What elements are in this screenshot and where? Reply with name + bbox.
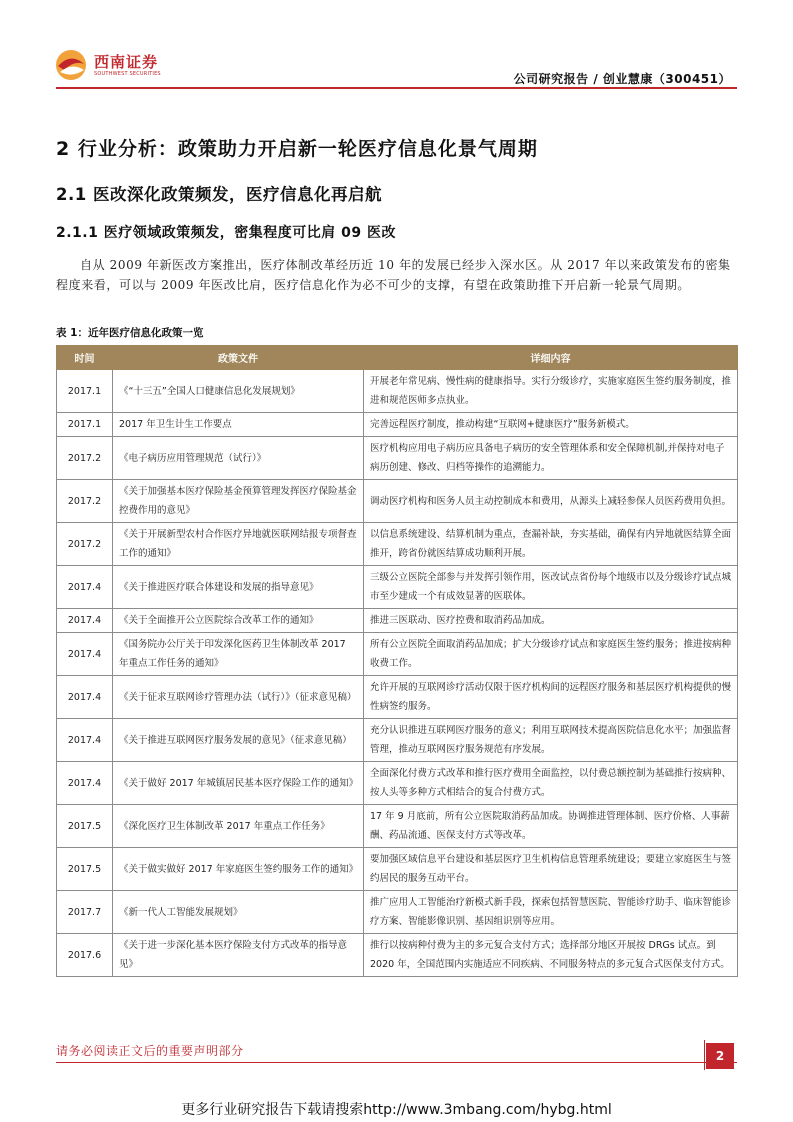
cell-detail: 调动医疗机构和医务人员主动控制成本和费用，从源头上减轻参保人员医药费用负担。	[364, 480, 738, 523]
cell-detail: 完善远程医疗制度，推动构建“互联网+健康医疗”服务新模式。	[364, 413, 738, 437]
cell-time: 2017.4	[57, 676, 113, 719]
cell-detail: 开展老年常见病、慢性病的健康指导。实行分级诊疗，实施家庭医生签约服务制度，推进和规范医师多点执业。	[364, 370, 738, 413]
cell-time: 2017.7	[57, 891, 113, 934]
cell-policy: 《关于推进互联网医疗服务发展的意见》（征求意见稿）	[113, 719, 364, 762]
table-row	[57, 413, 738, 437]
disclaimer-note: 请务必阅读正文后的重要声明部分	[56, 1044, 244, 1058]
table-row	[57, 633, 738, 676]
cell-detail: 三级公立医院全部参与并发挥引领作用，医改试点省份每个地级市以及分级诊疗试点城市至少建成一个有成效显著的医联体。	[364, 566, 738, 609]
report-title: 公司研究报告 / 创业慧康（300451）	[513, 72, 731, 86]
page-number-rule	[704, 1040, 705, 1070]
brand-name-en: SOUTHWEST SECURITIES	[94, 71, 161, 77]
cell-time: 2017.6	[57, 934, 113, 977]
table-row	[57, 370, 738, 413]
header-divider	[56, 87, 737, 89]
cell-time: 2017.2	[57, 437, 113, 480]
footer-divider	[56, 1062, 737, 1063]
cell-time: 2017.4	[57, 633, 113, 676]
cell-policy: 《电子病历应用管理规范（试行）》	[113, 437, 364, 480]
cell-policy: 2017 年卫生计生工作要点	[113, 413, 364, 437]
cell-policy: 《关于做好 2017 年城镇居民基本医疗保险工作的通知》	[113, 762, 364, 805]
cell-time: 2017.5	[57, 805, 113, 848]
cell-detail: 17 年 9 月底前，所有公立医院取消药品加成。协调推进管理体制、医疗价格、人事薪酬、药品流通、医保支付方式等改革。	[364, 805, 738, 848]
table-row	[57, 566, 738, 609]
table-caption: 表 1：近年医疗信息化政策一览	[56, 327, 204, 339]
table-row	[57, 934, 738, 977]
cell-policy: 《国务院办公厅关于印发深化医药卫生体制改革 2017 年重点工作任务的通知》	[113, 633, 364, 676]
page-number: 2	[706, 1043, 734, 1069]
table-row	[57, 848, 738, 891]
cell-time: 2017.1	[57, 370, 113, 413]
cell-detail: 推进三医联动、医疗控费和取消药品加成。	[364, 609, 738, 633]
cell-detail: 充分认识推进互联网医疗服务的意义；利用互联网技术提高医院信息化水平；加强监督管理，推动互联网医疗服务规范有序发展。	[364, 719, 738, 762]
column-header-detail: 详细内容	[364, 346, 738, 370]
cell-policy: 《关于全面推开公立医院综合改革工作的通知》	[113, 609, 364, 633]
cell-detail: 允许开展的互联网诊疗活动仅限于医疗机构间的远程医疗服务和基层医疗机构提供的慢性病签约服务。	[364, 676, 738, 719]
table-row	[57, 762, 738, 805]
table-row	[57, 805, 738, 848]
cell-detail: 推行以按病种付费为主的多元复合支付方式；选择部分地区开展按 DRGs 试点。到 2020 年，全国范围内实施适应不同疾病、不同服务特点的多元复合式医保支付方式。	[364, 934, 738, 977]
cell-time: 2017.1	[57, 413, 113, 437]
cell-policy: 《关于推进医疗联合体建设和发展的指导意见》	[113, 566, 364, 609]
cell-policy: 《深化医疗卫生体制改革 2017 年重点工作任务》	[113, 805, 364, 848]
cell-detail: 以信息系统建设、结算机制为重点，查漏补缺，夯实基础，确保有内异地就医结算全面推开，跨省份就医结算成功顺利开展。	[364, 523, 738, 566]
cell-time: 2017.2	[57, 523, 113, 566]
table-row	[57, 719, 738, 762]
cell-policy: 《新一代人工智能发展规划》	[113, 891, 364, 934]
cell-detail: 医疗机构应用电子病历应具备电子病历的安全管理体系和安全保障机制,并保持对电子病历创建、修改、归档等操作的追溯能力。	[364, 437, 738, 480]
column-header-time: 时间	[57, 346, 113, 370]
cell-policy: 《“十三五”全国人口健康信息化发展规划》	[113, 370, 364, 413]
brand-name: 西南证券	[94, 53, 159, 71]
column-header-policy: 政策文件	[113, 346, 364, 370]
download-banner: 更多行业研究报告下载请搜索http://www.3mbang.com/hybg.html	[181, 1102, 612, 1118]
table-row	[57, 676, 738, 719]
cell-detail: 全面深化付费方式改革和推行医疗费用全面监控，以付费总额控制为基础推行按病种、按人头等多种方式相结合的复合付费方式。	[364, 762, 738, 805]
subsection-heading: 2.1 医改深化政策频发，医疗信息化再启航	[56, 185, 382, 204]
logo-emblem-icon	[54, 48, 88, 82]
cell-time: 2017.4	[57, 609, 113, 633]
cell-policy: 《关于加强基本医疗保险基金预算管理发挥医疗保险基金控费作用的意见》	[113, 480, 364, 523]
table-row	[57, 480, 738, 523]
table-row	[57, 437, 738, 480]
cell-policy: 《关于征求互联网诊疗管理办法（试行）》（征求意见稿）	[113, 676, 364, 719]
cell-time: 2017.4	[57, 566, 113, 609]
cell-detail: 所有公立医院全面取消药品加成；扩大分级诊疗试点和家庭医生签约服务；推进按病种收费工作。	[364, 633, 738, 676]
company-logo	[54, 48, 184, 84]
table-row	[57, 609, 738, 633]
cell-detail: 要加强区域信息平台建设和基层医疗卫生机构信息管理系统建设；要建立家庭医生与签约居民的服务互动平台。	[364, 848, 738, 891]
cell-time: 2017.4	[57, 719, 113, 762]
table-row	[57, 523, 738, 566]
cell-time: 2017.5	[57, 848, 113, 891]
cell-policy: 《关于进一步深化基本医疗保险支付方式改革的指导意见》	[113, 934, 364, 977]
table-header-row	[57, 346, 738, 370]
policy-table	[56, 345, 738, 977]
cell-time: 2017.4	[57, 762, 113, 805]
body-paragraph: 自从 2009 年新医改方案推出，医疗体制改革经历近 10 年的发展已经步入深水区。从 2017 年以来政策发布的密集程度来看，可以与 2009 年医改比肩，医疗信息化作为必不可少的支撑，有望在政策助推下开启新一轮景气周期。	[56, 258, 731, 292]
table-row	[57, 891, 738, 934]
cell-policy: 《关于开展新型农村合作医疗异地就医联网结报专项督查工作的通知》	[113, 523, 364, 566]
section-heading: 2 行业分析：政策助力开启新一轮医疗信息化景气周期	[56, 138, 538, 160]
subsubsection-heading: 2.1.1 医疗领域政策频发，密集程度可比肩 09 医改	[56, 225, 396, 241]
cell-policy: 《关于做实做好 2017 年家庭医生签约服务工作的通知》	[113, 848, 364, 891]
cell-time: 2017.2	[57, 480, 113, 523]
cell-detail: 推广应用人工智能治疗新模式新手段，探索包括智慧医院、智能诊疗助手、临床智能诊疗方案、智能影像识别、基因组识别等应用。	[364, 891, 738, 934]
